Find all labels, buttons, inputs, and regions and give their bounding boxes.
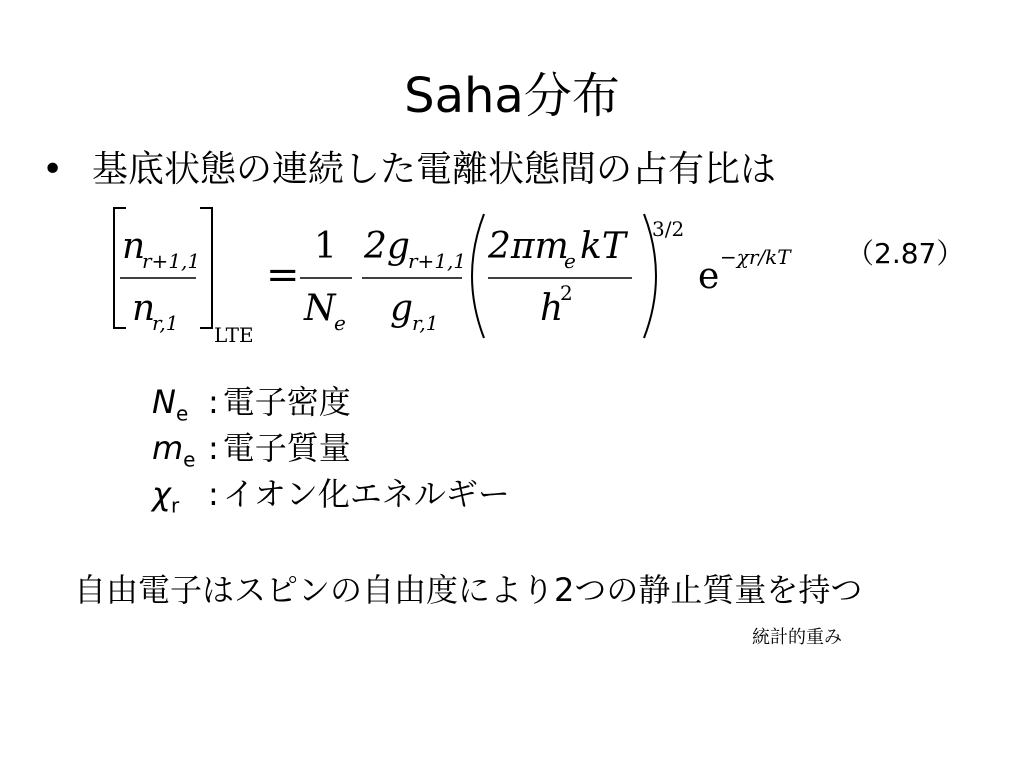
exp-base: e	[698, 256, 720, 297]
f1-numerator: 1	[314, 226, 337, 267]
definition-text: 電子質量	[222, 429, 351, 467]
f3-denominator-superscript: 2	[560, 281, 573, 305]
definition-text: 電子密度	[222, 383, 351, 421]
definition-row: $\chi_r$ : イオン化エネルギー	[152, 472, 510, 527]
saha-equation	[90, 196, 810, 356]
definition-symbol: $\chi_r$	[152, 475, 180, 518]
right-bracket-icon	[200, 208, 212, 328]
f1-denominator-subscript: e	[334, 311, 346, 335]
lte-label: LTE	[214, 323, 254, 347]
definition-text: イオン化エネルギー	[222, 475, 510, 513]
definition-symbol: $N_e$	[152, 383, 189, 426]
f3-numerator: 2πm	[488, 226, 569, 267]
left-paren-icon	[472, 214, 484, 338]
definition-row: $N_e$ : 電子密度	[152, 380, 351, 435]
f2-numerator-subscript: r+1,1	[408, 249, 467, 273]
definition-row: $m_e$ : 電子質量	[152, 426, 351, 481]
lhs-denominator: n	[132, 288, 156, 329]
lhs-numerator-subscript: r+1,1	[142, 249, 201, 273]
f3-denominator: h	[540, 288, 564, 329]
power-exponent: 3/2	[652, 217, 685, 241]
f1-denominator: N	[304, 288, 336, 329]
equals-sign: =	[266, 252, 300, 298]
f3-numerator-subscript: e	[564, 249, 576, 273]
f2-denominator-subscript: r,1	[412, 311, 439, 335]
spin-note: 自由電子はスピンの自由度により2つの静止質量を持つ	[74, 571, 863, 609]
equation-graphic	[90, 196, 810, 356]
bullet-text: 基底状態の連続した電離状態間の占有比は	[92, 149, 777, 190]
slide-title: Saha分布	[404, 68, 620, 124]
f2-numerator: 2g	[364, 226, 410, 267]
exp-superscript: −χr/kT	[720, 245, 791, 269]
definition-symbol: $m_e$	[152, 429, 196, 472]
equation-number: （2.87）	[846, 237, 965, 270]
f3-numerator-tail: kT	[580, 226, 626, 267]
bullet-dot-icon: •	[42, 149, 64, 190]
bullet-item	[42, 146, 776, 194]
lhs-denominator-subscript: r,1	[152, 311, 179, 335]
statistical-weight-note: 統計的重み	[752, 627, 842, 648]
lhs-numerator: n	[122, 226, 146, 267]
f2-denominator: g	[390, 288, 414, 329]
